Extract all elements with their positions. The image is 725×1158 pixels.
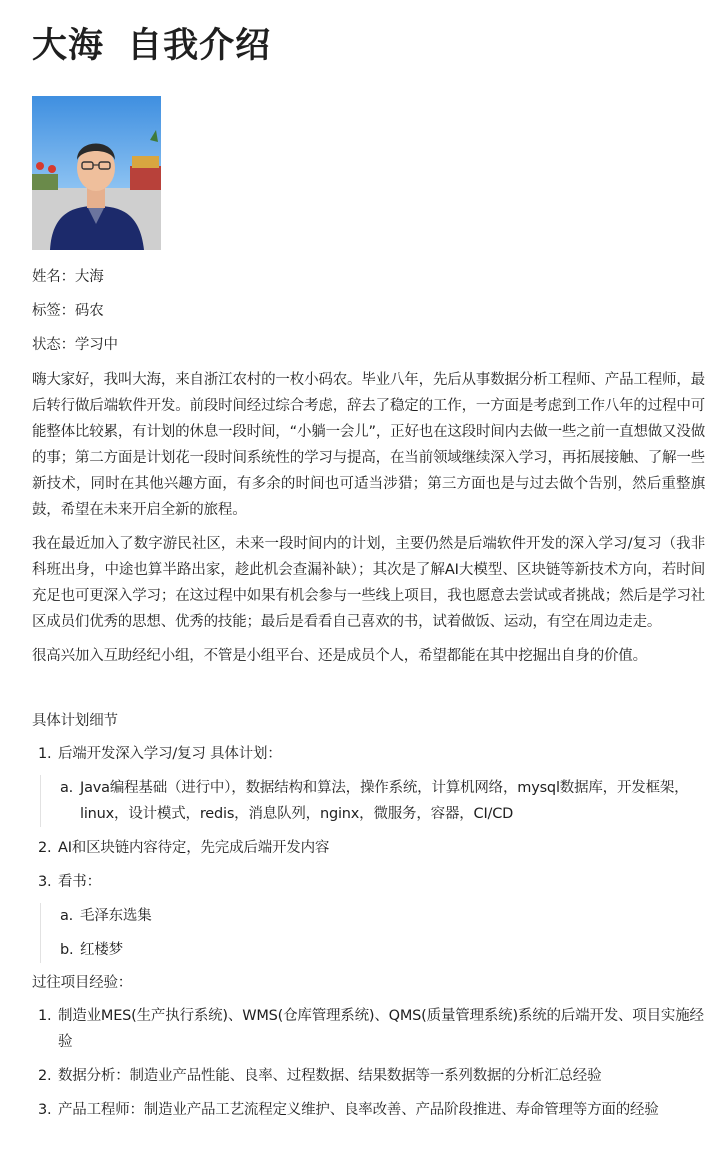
list-item: 2. 数据分析：制造业产品性能、良率、过程数据、结果数据等一系列数据的分析汇总经验 bbox=[38, 1068, 602, 1084]
name-line: 姓名：大海 bbox=[32, 269, 104, 285]
list-item: 1. 制造业MES(生产执行系统)、WMS(仓库管理系统)、QMS(质量管理系统)系统的后端开发、项目实施经验 bbox=[38, 1008, 704, 1050]
experience-list bbox=[32, 1003, 705, 1123]
sub-list bbox=[40, 775, 705, 827]
list-item: a. Java编程基础（进行中），数据结构和算法，操作系统，计算机网络，mysql数据库，开发框架，linux，设计模式，redis，消息队列，nginx，微服务，容器，CI/CD bbox=[60, 780, 689, 822]
plan-list bbox=[32, 741, 705, 963]
list-item: a. 毛泽东选集 bbox=[60, 908, 152, 924]
list-item: 2. AI和区块链内容待定，先完成后端开发内容 bbox=[38, 840, 330, 856]
content bbox=[32, 265, 705, 1131]
plan-heading: 具体计划细节 bbox=[32, 713, 118, 729]
plan-paragraph: 我在最近加入了数字游民社区，未来一段时间内的计划，主要仍然是后端软件开发的深入学习/复习（我非科班出身，中途也算半路出家，趁此机会查漏补缺）；其次是了解AI大模型、区块链等新技术方向，若时间充足也可更深入学习；在这过程中如果有机会参与一些线上项目，我也愿意去尝试或者挑战；然后是学习社区成员们优秀的思想、优秀的技能；最后是看看自己喜欢的书，试着做饭、运动，有空在周边走走。 bbox=[32, 536, 705, 630]
profile-photo bbox=[32, 96, 161, 250]
list-item: 3. 看书： bbox=[38, 874, 101, 890]
status-line: 状态：学习中 bbox=[32, 337, 118, 353]
sub-list bbox=[40, 903, 705, 963]
tag-line: 标签：码农 bbox=[32, 303, 104, 319]
page-title: 大海 自我介绍 bbox=[32, 26, 272, 66]
experience-heading: 过往项目经验： bbox=[32, 975, 133, 991]
group-paragraph: 很高兴加入互助经纪小组，不管是小组平台、还是成员个人，希望都能在其中挖掘出自身的价值。 bbox=[32, 648, 647, 664]
intro-paragraph: 嗨大家好，我叫大海，来自浙江农村的一枚小码农。毕业八年，先后从事数据分析工程师、产品工程师，最后转行做后端软件开发。前段时间经过综合考虑，辞去了稳定的工作，一方面是考虑到工作八年的过程中可能整体比较累，有计划的休息一段时间，“小躺一会儿”，正好也在这段时间内去做一些之前一直想做又没做的事；第二方面是计划花一段时间系统性的学习与提高，在当前领域继续深入学习，再拓展接触、了解一些新技术，同时在其他兴趣方面，有多余的时间也可适当涉猎；第三方面也是与过去做个告别，然后重整旗鼓，希望在未来开启全新的旅程。 bbox=[32, 372, 705, 518]
list-item: 3. 产品工程师：制造业产品工艺流程定义维护、良率改善、产品阶段推进、寿命管理等方面的经验 bbox=[38, 1102, 659, 1118]
list-item: b. 红楼梦 bbox=[60, 942, 123, 958]
list-item: 1. 后端开发深入学习/复习 具体计划： bbox=[38, 746, 282, 762]
